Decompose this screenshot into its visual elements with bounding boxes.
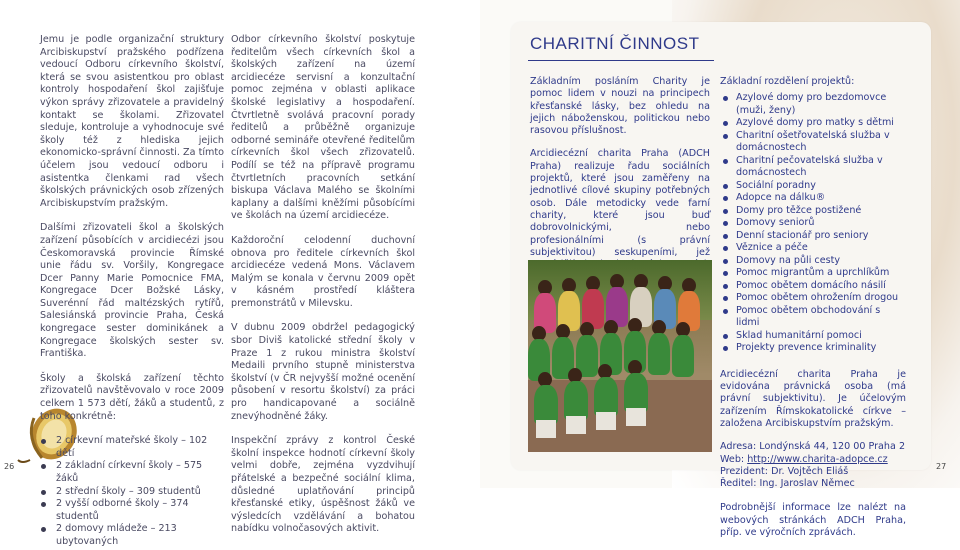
paragraph: Základním posláním Charity je pomoc lidem v nouzi na principech křesťanské lásky, bez ohledu na jejich náboženskou, politickou nebo rasovou příslušnost. <box>530 76 710 137</box>
list-item: 2 vyšší odborné školy – 374 studentů <box>56 498 224 523</box>
paragraph: Jemu je podle organizační struktury Arcibiskupství pražského podřízena vedoucí Odboru církevního školství, která se svou asistentkou pro oblast kontroly hospodaření škol zajišťuje výkon správy zřizovatele a pravidelný kontakt se školami. Zřizovatel sleduje, kontroluje a vyhodnocuje své školy též z hlediska jejich ekonomicko-správní činnosti. Za tímto účelem jsou vedoucí odboru i asistentka členkami rad všech školských právnických osob zřízených Arcibiskupstvím pražským. <box>40 34 224 209</box>
page-number-right: 27 <box>936 462 947 471</box>
paragraph: Inspekční zprávy z kontrol České školní inspekce hodnotí církevní školy velmi dobře, zejména vyzdvihují přátelské a bezpečné sociální klima, důsledné uplatňování principů křesťanské etiky, úspěšnost žáků ve výsledcích vzdělávání a bohatou nabídku volnočasových aktivit. <box>231 435 415 535</box>
right-column-2 <box>720 76 906 550</box>
list-item: 2 domovy mládeže – 213 ubytovaných <box>56 523 224 548</box>
list-item: Pomoc obětem obchodování s lidmi <box>736 305 906 330</box>
school-stats-list <box>40 435 224 548</box>
list-intro: Základní rozdělení projektů: <box>720 76 855 87</box>
list-item: Pomoc obětem domácího násilí <box>736 280 906 293</box>
list-item: Azylové domy pro bezdomovce (muži, ženy) <box>736 92 906 117</box>
list-item: Charitní ošetřovatelská služba v domácnostech <box>736 130 906 155</box>
web-label: Web: <box>720 453 748 465</box>
list-item: Sklad humanitární pomoci <box>736 330 906 343</box>
paragraph: Podrobnější informace lze nalézt na webových stránkách ADCH Praha, příp. ve výročních zprávách. <box>720 502 906 539</box>
director: Ředitel: Ing. Jaroslav Němec <box>720 478 855 490</box>
paragraph: V dubnu 2009 obdržel pedagogický sbor Diviš katolické střední školy v Praze 1 z rukou ministra školství Medaili prvního stupně ministerstva školství (v ČR nejvyšší možné ocenění působení v resortu školství) za práci pro handicapované a sociálně znevýhodněné žáky. <box>231 322 415 422</box>
title-underline <box>528 60 714 61</box>
list-item: 2 církevní mateřské školy – 102 dětí <box>56 435 224 460</box>
projects-list <box>720 92 906 355</box>
list-item: Domy pro těžce postižené <box>736 205 906 218</box>
list-item: Projekty prevence kriminality <box>736 342 906 355</box>
list-item: Domovy na půli cesty <box>736 255 906 268</box>
address: Adresa: Londýnská 44, 120 00 Praha 2 <box>720 441 906 453</box>
paragraph: Školy a školská zařízení těchto zřizovatelů navštěvovalo v roce 2009 celkem 1 573 dětí, žáků a studentů, z toho konkrétně: <box>40 372 224 422</box>
paragraph: Každoroční celodenní duchovní obnova pro ředitele církevních škol arcidiecéze vedená Mons. Václavem Malým se konala v červnu 2009 opět v kásném prostředí kláštera premonstrátů v Milevsku. <box>231 234 415 309</box>
paragraph: Arcidiecézní charita Praha (ADCH Praha) realizuje řadu sociálních projektů, které jsou zaměřeny na jednotlivé cílové skupiny potřebných osob. Dále metodicky vede farní charity, které jsou buď dobrovolnickými, nebo profesionálními (s právní subjektivitou) seskupeními, jež <box>530 148 710 258</box>
web-line <box>720 454 906 466</box>
list-item: 2 základní církevní školy – 575 žáků <box>56 460 224 485</box>
list-item: Pomoc obětem ohrožením drogou <box>736 292 906 305</box>
left-column-2 <box>231 34 415 548</box>
paragraph: Odbor církevního školství poskytuje ředitelům všech církevních škol a školských zařízení na území arcidiecéze servisní a konzultační pomoc zejména v oblasti aplikace školské legislativy a hospodaření. Čtvrtletně svolává pracovní porady ředitelů a průběžně organizuje odborné semináře otevřené ředitelům církevních škol všech zřizovatelů. Podílí se též na přípravě programu čtvrtletních pracovních setkání biskupa Václava Malého se školními kaplany a dalšími kněžími působícími ve školách na území arcidiecéze. <box>231 34 415 222</box>
list-item: Pomoc migrantům a uprchlíkům <box>736 267 906 280</box>
list-item: Věznice a péče <box>736 242 906 255</box>
section-title: CHARITNÍ ČINNOST <box>530 34 700 53</box>
web-link[interactable]: http://www.charita-adopce.cz <box>747 453 888 465</box>
president: Prezident: Dr. Vojtěch Eliáš <box>720 465 849 477</box>
list-item: Adopce na dálku® <box>736 192 906 205</box>
children-photo <box>528 260 712 452</box>
list-item: 2 střední školy – 309 studentů <box>56 486 224 499</box>
page-number-left: 26 <box>4 462 15 471</box>
list-item: Sociální poradny <box>736 180 906 193</box>
list-item: Domovy seniorů <box>736 217 906 230</box>
list-item: Charitní pečovatelská služba v domácnostech <box>736 155 906 180</box>
paragraph: Dalšími zřizovateli škol a školských zařízení působících v arcidiecézi jsou Českomoravská provincie Římské unie řádu sv. Voršily, Kongregace Dcer Panny Marie Pomocnice FMA, Kongregace Dcer Božské Lásky, Suverénní řád maltézských rytířů, Salesiánská provincie Praha, Česká kongregace sester dominikánek a Kongregace školských sester sv. Františka. <box>40 222 224 360</box>
paragraph: Arcidiecézní charita Praha je evidována právnická osoba (má právní subjektivitu). Je účelovým zařízením Římskokatolické církve – založena Arcibiskupstvím pražským. <box>720 368 906 429</box>
list-item: Denní stacionář pro seniory <box>736 230 906 243</box>
contact-block <box>720 441 906 490</box>
left-column-1 <box>40 34 224 549</box>
list-item: Azylové domy pro matky s dětmi <box>736 117 906 130</box>
